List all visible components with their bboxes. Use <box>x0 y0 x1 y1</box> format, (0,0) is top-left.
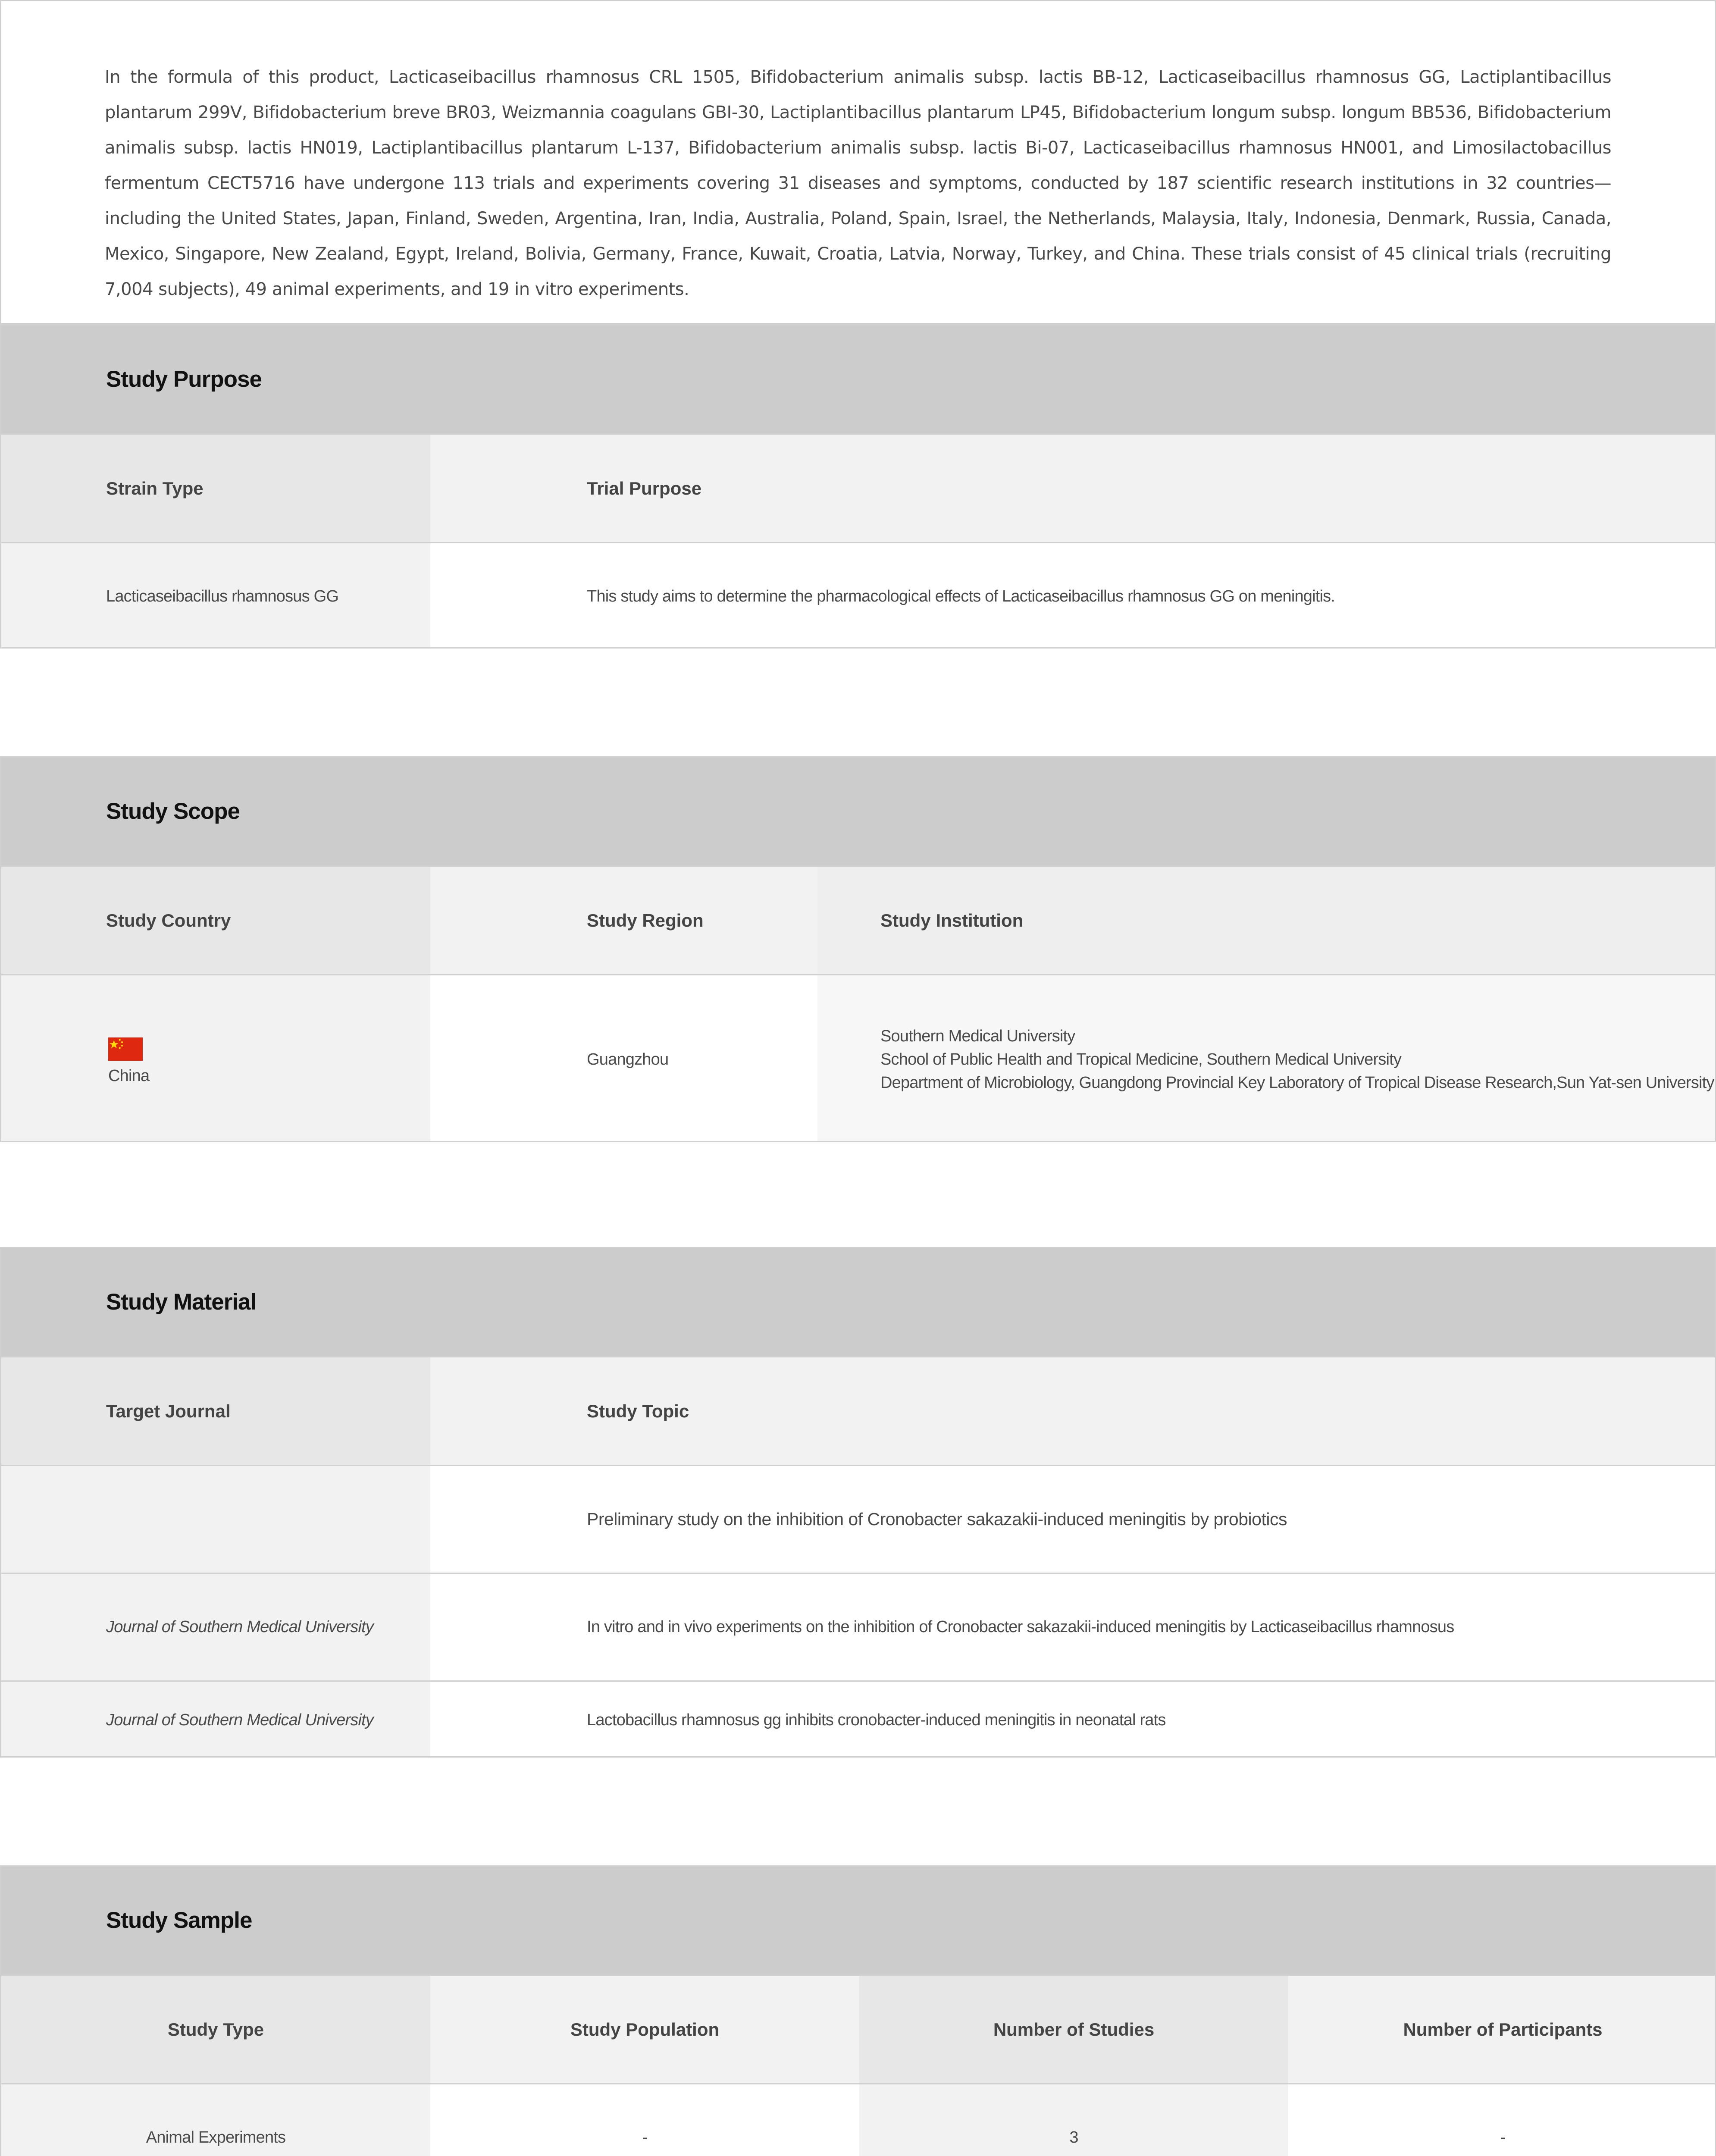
header-cell-num-studies: Number of Studies <box>859 1976 1288 2083</box>
header-cell-institution: Study Institution <box>817 867 1716 974</box>
header-cell-strain-type: Strain Type <box>1 435 430 542</box>
section-title: Study Material <box>106 1289 257 1315</box>
journal-cell <box>1 1466 430 1573</box>
intro-panel <box>0 0 1716 324</box>
study-sample-section <box>0 1865 1716 2156</box>
strain-type-cell: Lacticaseibacillus rhamnosus GG <box>1 543 430 649</box>
table-row <box>1 1680 1715 1758</box>
section-title: Study Sample <box>106 1908 252 1933</box>
country-cell <box>1 975 430 1142</box>
journal-cell: Journal of Southern Medical University <box>1 1574 430 1680</box>
study-material-section <box>0 1247 1716 1758</box>
header-cell-population: Study Population <box>430 1976 859 2083</box>
table-row <box>1 974 1715 1142</box>
study-sample-header <box>1 1867 1715 1974</box>
study-type-cell: Animal Experiments <box>1 2084 430 2156</box>
china-flag-icon <box>108 1037 143 1061</box>
population-cell: - <box>430 2084 859 2156</box>
country-name: China <box>108 1066 150 1085</box>
table-row <box>1 1573 1715 1680</box>
trial-purpose-cell: This study aims to determine the pharmacological effects of Lacticaseibacillus rhamnosus GG on meningitis. <box>430 543 1716 649</box>
topic-cell: In vitro and in vivo experiments on the inhibition of Cronobacter sakazakii-induced meningitis by Lacticaseibacillus rhamnosus <box>430 1574 1716 1680</box>
institution-line: Department of Microbiology, Guangdong Provincial Key Laboratory of Tropical Disease Research,Sun Yat-sen University <box>880 1074 1714 1092</box>
study-material-header <box>1 1248 1715 1356</box>
header-cell-trial-purpose: Trial Purpose <box>430 435 1716 542</box>
num-participants-cell: - <box>1288 2084 1716 2156</box>
study-purpose-section <box>0 324 1716 649</box>
institution-line: School of Public Health and Tropical Medicine, Southern Medical University <box>880 1050 1402 1069</box>
institution-line: Southern Medical University <box>880 1027 1075 1045</box>
table-header-row <box>1 865 1715 974</box>
section-title: Study Scope <box>106 799 240 824</box>
table-header-row <box>1 1974 1715 2083</box>
table-row <box>1 542 1715 649</box>
topic-cell: Lactobacillus rhamnosus gg inhibits cronobacter-induced meningitis in neonatal rats <box>430 1682 1716 1758</box>
topic-cell: Preliminary study on the inhibition of Cronobacter sakazakii-induced meningitis by probiotics <box>430 1466 1716 1573</box>
header-cell-country: Study Country <box>1 867 430 974</box>
institution-cell <box>817 975 1716 1142</box>
study-scope-header <box>1 758 1715 865</box>
header-cell-topic: Study Topic <box>430 1357 1716 1465</box>
header-cell-study-type: Study Type <box>1 1976 430 2083</box>
table-row <box>1 1465 1715 1573</box>
header-cell-journal: Target Journal <box>1 1357 430 1465</box>
intro-paragraph: In the formula of this product, Lacticaseibacillus rhamnosus CRL 1505, Bifidobacterium animalis subsp. lactis BB-12, Lacticaseibacillus rhamnosus GG, Lactiplantibacillus plantarum 299V, Bifidobacterium breve BR03, Weizmannia coagulans GBI-30, Lactiplantibacillus plantarum LP45, Bifidobacterium longum subsp. longum BB536, Bifidobacterium animalis subsp. lactis HN019, Lactiplantibacillus plantarum L-137, Bifidobacterium animalis subsp. lactis Bi-07, Lacticaseibacillus rhamnosus HN001, and Limosilactobacillus fermentum CECT5716 have undergone 113 trials and experiments covering 31 diseases and symptoms, conducted by 187 scientific research institutions in 32 countries—including the United States, Japan, Finland, Sweden, Argentina, Iran, India, Australia, Poland, Spain, Israel, the Netherlands, Malaysia, Italy, Indonesia, Denmark, Russia, Canada, Mexico, Singapore, New Zealand, Egypt, Ireland, Bolivia, Germany, France, Kuwait, Croatia, Latvia, Norway, Turkey, and China. These trials consist of 45 clinical trials (recruiting 7,004 subjects), 49 animal experiments, and 19 in vitro experiments. <box>105 67 1611 299</box>
section-title: Study Purpose <box>106 367 262 392</box>
region-cell: Guangzhou <box>430 975 817 1142</box>
header-cell-num-participants: Number of Participants <box>1288 1976 1716 2083</box>
table-header-row <box>1 433 1715 542</box>
table-header-row <box>1 1356 1715 1465</box>
header-cell-region: Study Region <box>430 867 817 974</box>
journal-cell: Journal of Southern Medical University <box>1 1682 430 1758</box>
study-scope-section <box>0 756 1716 1142</box>
study-purpose-header <box>1 326 1715 433</box>
table-row <box>1 2083 1715 2156</box>
num-studies-cell: 3 <box>859 2084 1288 2156</box>
